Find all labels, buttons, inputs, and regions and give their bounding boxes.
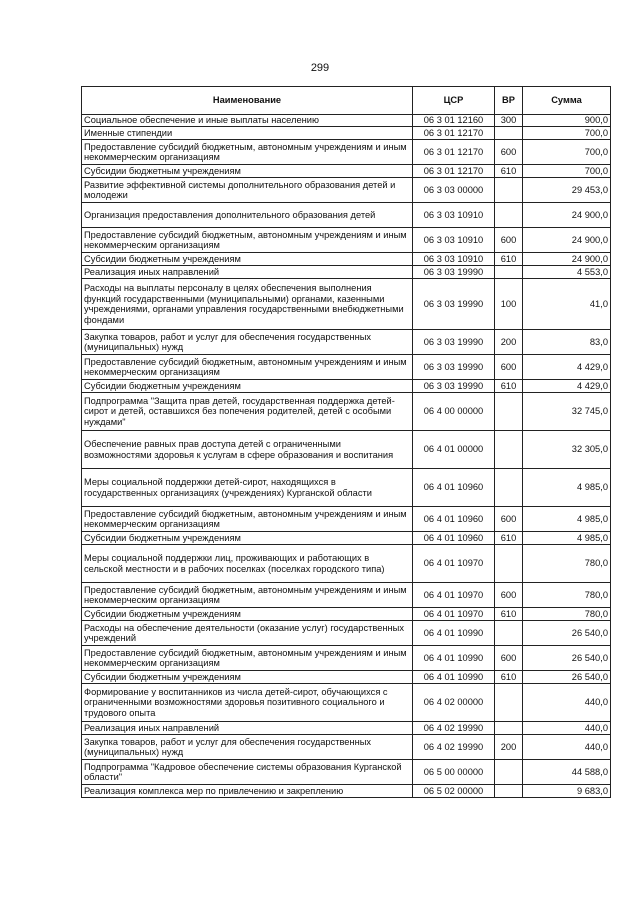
- row-vr: 200: [495, 330, 523, 355]
- row-name: Формирование у воспитанников из числа детей-сирот, обучающихся с ограниченными возможностями здоровья позитивного социального и трудового опыта: [82, 684, 413, 722]
- row-name: Обеспечение равных прав доступа детей с ограниченными возможностями здоровья к услугам в сфере образования и воспитания: [82, 431, 413, 469]
- table-row: [82, 355, 611, 380]
- row-vr: [495, 684, 523, 722]
- row-csr: 06 4 01 10960: [413, 532, 495, 545]
- table-row: [82, 253, 611, 266]
- row-sum: 780,0: [523, 608, 611, 621]
- table-row: [82, 735, 611, 760]
- row-name: Меры социальной поддержки детей-сирот, находящихся в государственных организациях (учреждениях) Курганской области: [82, 469, 413, 507]
- row-vr: 600: [495, 355, 523, 380]
- row-csr: 06 3 03 19990: [413, 266, 495, 279]
- row-name: Подпрограмма "Кадровое обеспечение системы образования Курганской области": [82, 760, 413, 785]
- row-csr: 06 3 03 19990: [413, 279, 495, 330]
- table-row: [82, 140, 611, 165]
- row-vr: [495, 469, 523, 507]
- table-row: [82, 684, 611, 722]
- table-body: [82, 115, 611, 798]
- row-csr: 06 4 01 10970: [413, 545, 495, 583]
- row-sum: 440,0: [523, 735, 611, 760]
- row-csr: 06 3 01 12170: [413, 140, 495, 165]
- row-sum: 700,0: [523, 165, 611, 178]
- row-name: Предоставление субсидий бюджетным, автономным учреждениям и иным некоммерческим организациям: [82, 355, 413, 380]
- row-vr: 300: [495, 115, 523, 127]
- row-vr: 200: [495, 735, 523, 760]
- header-vr: ВР: [495, 87, 523, 115]
- page-number: 299: [310, 62, 330, 74]
- row-csr: 06 4 01 10960: [413, 469, 495, 507]
- row-vr: [495, 621, 523, 646]
- header-name: Наименование: [82, 87, 413, 115]
- table-row: [82, 393, 611, 431]
- row-name: Субсидии бюджетным учреждениям: [82, 253, 413, 266]
- row-name: Предоставление субсидий бюджетным, автономным учреждениям и иным некоммерческим организациям: [82, 646, 413, 671]
- table-row: [82, 431, 611, 469]
- row-csr: 06 3 03 10910: [413, 228, 495, 253]
- row-vr: [495, 178, 523, 203]
- row-name: Реализация иных направлений: [82, 266, 413, 279]
- row-sum: 4 985,0: [523, 507, 611, 532]
- row-csr: 06 4 02 19990: [413, 722, 495, 735]
- row-vr: 610: [495, 253, 523, 266]
- row-name: Организация предоставления дополнительного образования детей: [82, 203, 413, 228]
- table-row: [82, 203, 611, 228]
- row-csr: 06 3 01 12170: [413, 127, 495, 140]
- row-name: Субсидии бюджетным учреждениям: [82, 671, 413, 684]
- row-name: Предоставление субсидий бюджетным, автономным учреждениям и иным некоммерческим организациям: [82, 583, 413, 608]
- header-csr: ЦСР: [413, 87, 495, 115]
- row-vr: 600: [495, 140, 523, 165]
- row-sum: 32 305,0: [523, 431, 611, 469]
- header-sum: Сумма: [523, 87, 611, 115]
- row-name: Предоставление субсидий бюджетным, автономным учреждениям и иным некоммерческим организациям: [82, 228, 413, 253]
- row-vr: [495, 760, 523, 785]
- row-csr: 06 4 01 10970: [413, 583, 495, 608]
- row-sum: 9 683,0: [523, 785, 611, 798]
- row-vr: [495, 203, 523, 228]
- row-name: Предоставление субсидий бюджетным, автономным учреждениям и иным некоммерческим организациям: [82, 140, 413, 165]
- row-name: Закупка товаров, работ и услуг для обеспечения государственных (муниципальных) нужд: [82, 330, 413, 355]
- row-vr: 600: [495, 646, 523, 671]
- row-name: Меры социальной поддержки лиц, проживающих и работающих в сельской местности и в рабочих поселках (поселках городского типа): [82, 545, 413, 583]
- row-vr: 610: [495, 380, 523, 393]
- table-row: [82, 722, 611, 735]
- table-row: [82, 165, 611, 178]
- row-vr: [495, 722, 523, 735]
- row-vr: 610: [495, 532, 523, 545]
- row-csr: 06 4 00 00000: [413, 393, 495, 431]
- row-csr: 06 4 01 10960: [413, 507, 495, 532]
- table-row: [82, 279, 611, 330]
- table-row: [82, 127, 611, 140]
- row-vr: 610: [495, 671, 523, 684]
- row-csr: 06 5 00 00000: [413, 760, 495, 785]
- row-vr: 600: [495, 507, 523, 532]
- table-row: [82, 469, 611, 507]
- row-sum: 700,0: [523, 127, 611, 140]
- row-sum: 24 900,0: [523, 228, 611, 253]
- table-row: [82, 608, 611, 621]
- row-vr: [495, 127, 523, 140]
- row-sum: 26 540,0: [523, 621, 611, 646]
- row-csr: 06 4 01 10990: [413, 621, 495, 646]
- row-name: Социальное обеспечение и иные выплаты населению: [82, 115, 413, 127]
- table-row: [82, 380, 611, 393]
- row-sum: 780,0: [523, 583, 611, 608]
- row-vr: [495, 545, 523, 583]
- row-sum: 26 540,0: [523, 671, 611, 684]
- row-name: Закупка товаров, работ и услуг для обеспечения государственных (муниципальных) нужд: [82, 735, 413, 760]
- row-sum: 700,0: [523, 140, 611, 165]
- row-csr: 06 4 01 10990: [413, 671, 495, 684]
- row-name: Расходы на обеспечение деятельности (оказание услуг) государственных учреждений: [82, 621, 413, 646]
- table-row: [82, 115, 611, 127]
- row-name: Субсидии бюджетным учреждениям: [82, 532, 413, 545]
- row-vr: 610: [495, 608, 523, 621]
- row-sum: 83,0: [523, 330, 611, 355]
- row-vr: [495, 431, 523, 469]
- row-csr: 06 4 02 00000: [413, 684, 495, 722]
- row-vr: 600: [495, 228, 523, 253]
- row-csr: 06 5 02 00000: [413, 785, 495, 798]
- row-name: Субсидии бюджетным учреждениям: [82, 165, 413, 178]
- row-csr: 06 3 03 19990: [413, 330, 495, 355]
- row-csr: 06 4 01 10990: [413, 646, 495, 671]
- row-name: Именные стипендии: [82, 127, 413, 140]
- row-sum: 24 900,0: [523, 253, 611, 266]
- table-row: [82, 671, 611, 684]
- row-csr: 06 4 01 00000: [413, 431, 495, 469]
- row-vr: [495, 266, 523, 279]
- row-sum: 440,0: [523, 684, 611, 722]
- row-csr: 06 3 03 19990: [413, 355, 495, 380]
- row-sum: 24 900,0: [523, 203, 611, 228]
- row-name: Субсидии бюджетным учреждениям: [82, 380, 413, 393]
- row-name: Подпрограмма "Защита прав детей, государственная поддержка детей-сирот и детей, оставшихся без попечения родителей, детей с особыми нуждами": [82, 393, 413, 431]
- budget-table: [81, 86, 611, 798]
- row-csr: 06 4 01 10970: [413, 608, 495, 621]
- row-csr: 06 4 02 19990: [413, 735, 495, 760]
- table-row: [82, 507, 611, 532]
- row-csr: 06 3 01 12160: [413, 115, 495, 127]
- row-sum: 44 588,0: [523, 760, 611, 785]
- row-sum: 4 553,0: [523, 266, 611, 279]
- row-vr: 100: [495, 279, 523, 330]
- table-row: [82, 785, 611, 798]
- row-csr: 06 3 03 19990: [413, 380, 495, 393]
- table-row: [82, 583, 611, 608]
- row-name: Реализация иных направлений: [82, 722, 413, 735]
- row-vr: 610: [495, 165, 523, 178]
- table-row: [82, 646, 611, 671]
- table-row: [82, 266, 611, 279]
- row-csr: 06 3 03 10910: [413, 203, 495, 228]
- table-row: [82, 621, 611, 646]
- table-row: [82, 228, 611, 253]
- row-sum: 4 985,0: [523, 469, 611, 507]
- row-sum: 4 429,0: [523, 380, 611, 393]
- table-row: [82, 760, 611, 785]
- table-row: [82, 178, 611, 203]
- table-row: [82, 330, 611, 355]
- row-sum: 29 453,0: [523, 178, 611, 203]
- row-sum: 4 429,0: [523, 355, 611, 380]
- row-vr: [495, 785, 523, 798]
- row-csr: 06 3 03 00000: [413, 178, 495, 203]
- table-row: [82, 545, 611, 583]
- row-name: Расходы на выплаты персоналу в целях обеспечения выполнения функций государственными (муниципальными) органами, казенными учреждениями, органами управления государственными внебюджетными фондами: [82, 279, 413, 330]
- table-header-row: [82, 87, 611, 115]
- row-vr: [495, 393, 523, 431]
- row-sum: 26 540,0: [523, 646, 611, 671]
- row-name: Развитие эффективной системы дополнительного образования детей и молодежи: [82, 178, 413, 203]
- row-vr: 600: [495, 583, 523, 608]
- row-sum: 41,0: [523, 279, 611, 330]
- table-row: [82, 532, 611, 545]
- row-sum: 4 985,0: [523, 532, 611, 545]
- row-sum: 900,0: [523, 115, 611, 127]
- row-sum: 440,0: [523, 722, 611, 735]
- row-sum: 780,0: [523, 545, 611, 583]
- row-name: Реализация комплекса мер по привлечению и закреплению: [82, 785, 413, 798]
- row-sum: 32 745,0: [523, 393, 611, 431]
- row-csr: 06 3 03 10910: [413, 253, 495, 266]
- row-name: Субсидии бюджетным учреждениям: [82, 608, 413, 621]
- row-csr: 06 3 01 12170: [413, 165, 495, 178]
- row-name: Предоставление субсидий бюджетным, автономным учреждениям и иным некоммерческим организациям: [82, 507, 413, 532]
